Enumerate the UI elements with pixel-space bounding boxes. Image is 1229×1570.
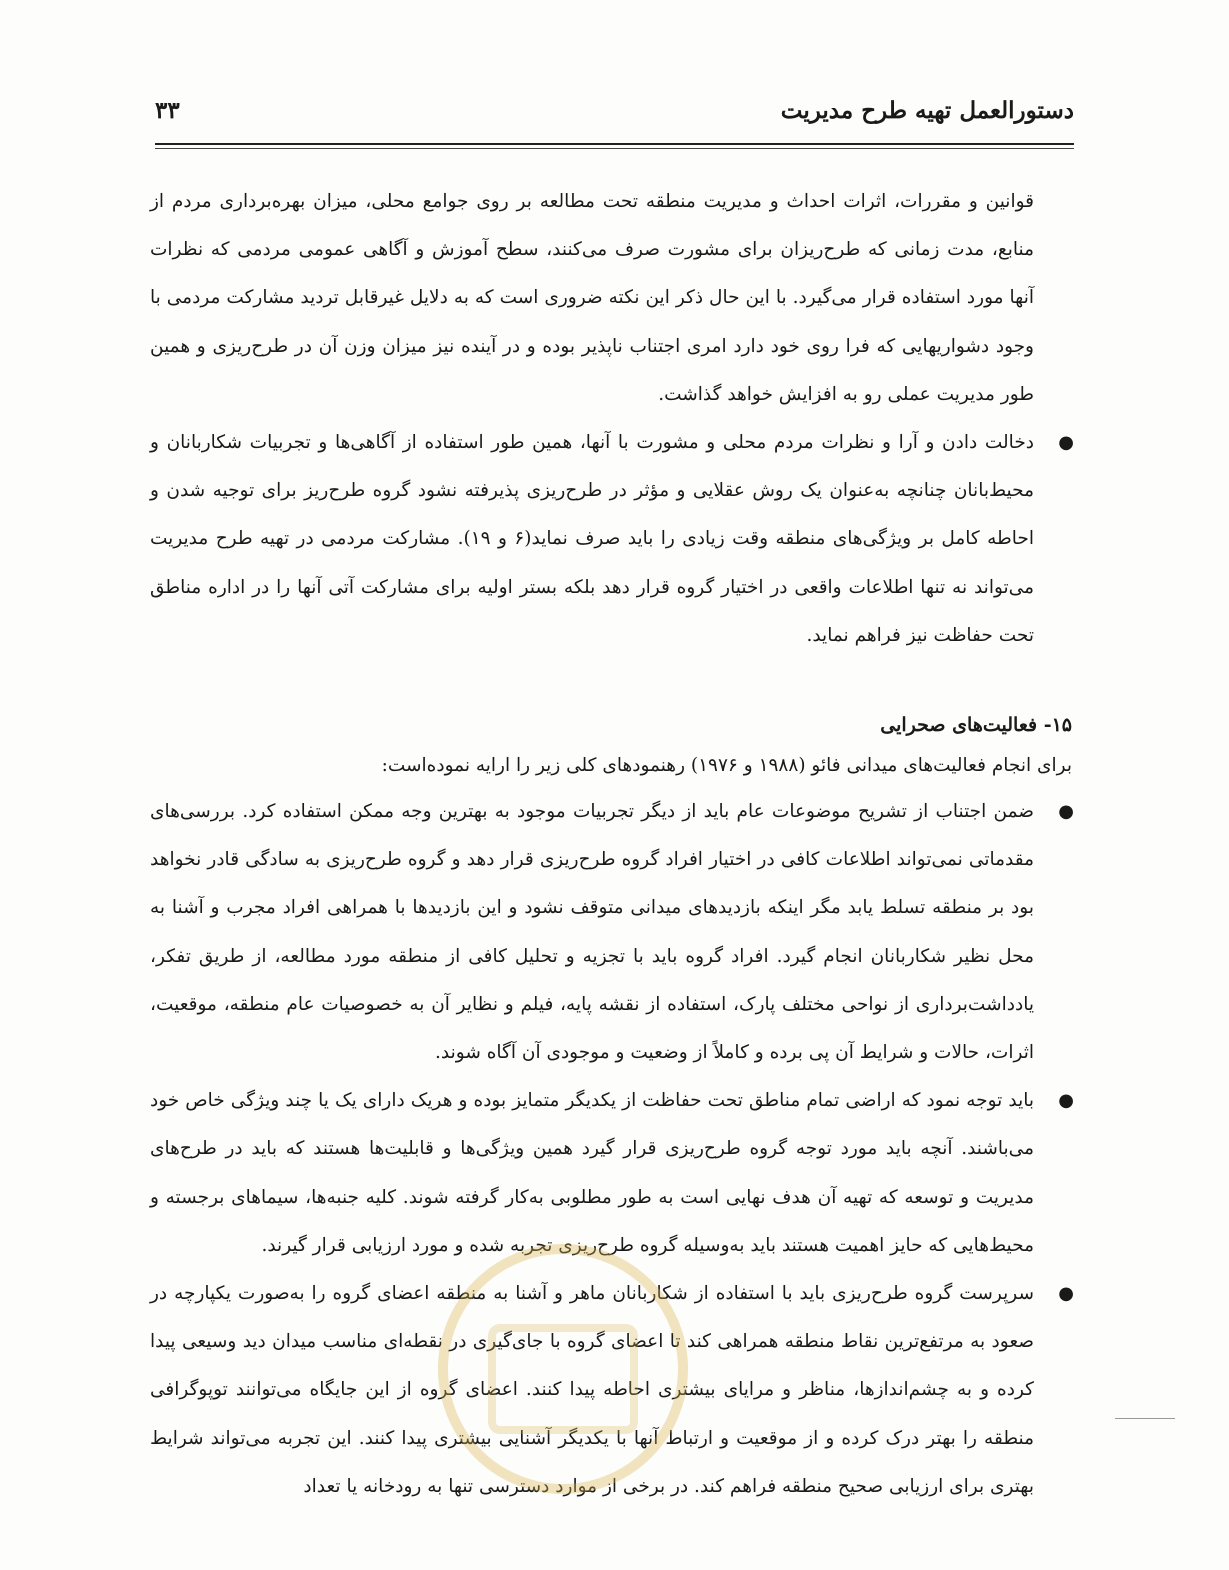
bullet-icon: ● bbox=[1058, 801, 1074, 823]
running-title: دستورالعمل تهیه طرح مدیریت bbox=[780, 97, 1074, 124]
page-number: ۳۳ bbox=[155, 97, 180, 124]
page-header bbox=[155, 95, 1074, 135]
header-rule-thick bbox=[155, 143, 1074, 145]
paragraph: قوانین و مقررات، اثرات احداث و مدیریت منطقه تحت مطالعه بر روی جوامع محلی، میزان بهره‌برداری مردم از منابع، مدت زمانی که طرح‌ریزان برای مشورت صرف می‌کنند، سطح آموزش و آگاهی عمومی مردمی که نظرات آنها مورد استفاده قرار می‌گیرد. با این حال ذکر این نکته ضروری است که به دلایل غیرقابل تردید مشارکت مردمی با وجود دشواریهایی که فرا روی خود دارد امری اجتناب ناپذیر بوده و در آینده نیز میزان وزن آن در طرح‌ریزی و همین طور مدیریت عملی رو به افزایش خواهد گذاشت. bbox=[150, 191, 1034, 405]
body-text bbox=[150, 178, 1074, 1511]
bullet-list bbox=[150, 419, 1074, 660]
header-rule-thin bbox=[155, 148, 1074, 149]
bullet-list bbox=[150, 788, 1074, 1511]
bullet-text: سرپرست گروه طرح‌ریزی باید با استفاده از شکاربانان ماهر و آشنا به منطقه اعضای گروه را به‌صورت یکپارچه در صعود به مرتفع‌ترین نقاط منطقه همراهی کند تا اعضای گروه با جای‌گیری در نقطه‌ای مناسب میدان دید وسیعی پیدا کرده و به چشم‌اندازها، مناظر و مرایای بیشتری احاطه پیدا کنند. اعضای گروه از این جایگاه می‌توانند توپوگرافی منطقه را بهتر درک کرده و از موقعیت و ارتباط آنها با یکدیگر آشنایی بیشتری پیدا کنند. این تجربه می‌تواند شرایط بهتری برای ارزیابی صحیح منطقه فراهم کند. در برخی از موارد دسترسی تنها به رودخانه یا تعداد bbox=[150, 1283, 1034, 1497]
section-intro: برای انجام فعالیت‌های میدانی فائو (۱۹۸۸ و ۱۹۷۶) رهنمودهای کلی زیر را ارایه نموده‌است: bbox=[381, 755, 1072, 777]
bullet-icon: ● bbox=[1058, 1090, 1074, 1112]
bullet-icon: ● bbox=[1058, 432, 1074, 454]
bullet-item bbox=[150, 788, 1074, 1077]
bullet-text: باید توجه نمود که اراضی تمام مناطق تحت حفاظت از یکدیگر متمایز بوده و هریک دارای یک یا چند ویژگی خاص خود می‌باشند. آنچه باید مورد توجه گروه طرح‌ریزی قرار گیرد همین ویژگی‌ها و قابلیت‌ها هستند که باید در طرح‌های مدیریت و توسعه که تهیه آن هدف نهایی است به طور مطلوبی به‌کار گرفته شوند. کلیه جنبه‌ها، سیماهای برجسته و محیط‌هایی که حایز اهمیت هستند باید به‌وسیله گروه طرح‌ریزی تجربه شده و مورد ارزیابی قرار گیرند. bbox=[150, 1090, 1034, 1256]
section-heading: ۱۵- فعالیت‌های صحرایی bbox=[880, 714, 1072, 737]
bullet-icon: ● bbox=[1058, 1283, 1074, 1305]
bullet-text: دخالت دادن و آرا و نظرات مردم محلی و مشورت با آنها، همین طور استفاده از آگاهی‌ها و تجربیات شکاربانان و محیط‌بانان چنانچه به‌عنوان یک روش عقلایی و مؤثر در طرح‌ریزی پذیرفته نشود گروه طرح‌ریز برای توجیه شدن و احاطه کامل بر ویژگی‌های منطقه وقت زیادی را باید صرف نماید(۶ و ۱۹). مشارکت مردمی در تهیه طرح مدیریت می‌تواند نه تنها اطلاعات واقعی در اختیار گروه قرار دهد بلکه بستر اولیه برای مشارکت آتی آنها را در اداره مناطق تحت حفاظت نیز فراهم نماید. bbox=[150, 432, 1034, 646]
bullet-item bbox=[150, 419, 1074, 660]
bullet-text: ضمن اجتناب از تشریح موضوعات عام باید از دیگر تجربیات موجود به بهترین وجه ممکن استفاده کرد. بررسی‌های مقدماتی نمی‌تواند اطلاعات کافی در اختیار افراد گروه طرح‌ریزی قرار دهد و گروه طرح‌ریزی به سادگی قادر نخواهد بود بر منطقه تسلط یابد مگر اینکه بازدیدهای میدانی متوقف نشود و این بازدیدها با همراهی افراد مجرب و آشنا به محل نظیر شکاربانان انجام گیرد. افراد گروه باید با تجزیه و تحلیل کافی از منطقه مورد مطالعه، از طریق تفکر، یادداشت‌برداری از نواحی مختلف پارک، استفاده از نقشه پایه، فیلم و نظایر آن به خصوصیات عام منطقه، موقعیت، اثرات، حالات و شرایط آن پی برده و کاملاً از وضعیت و موجودی آن آگاه شوند. bbox=[150, 801, 1035, 1064]
bullet-item bbox=[150, 1077, 1074, 1270]
bullet-item bbox=[150, 1270, 1074, 1511]
margin-mark bbox=[1115, 1418, 1175, 1419]
